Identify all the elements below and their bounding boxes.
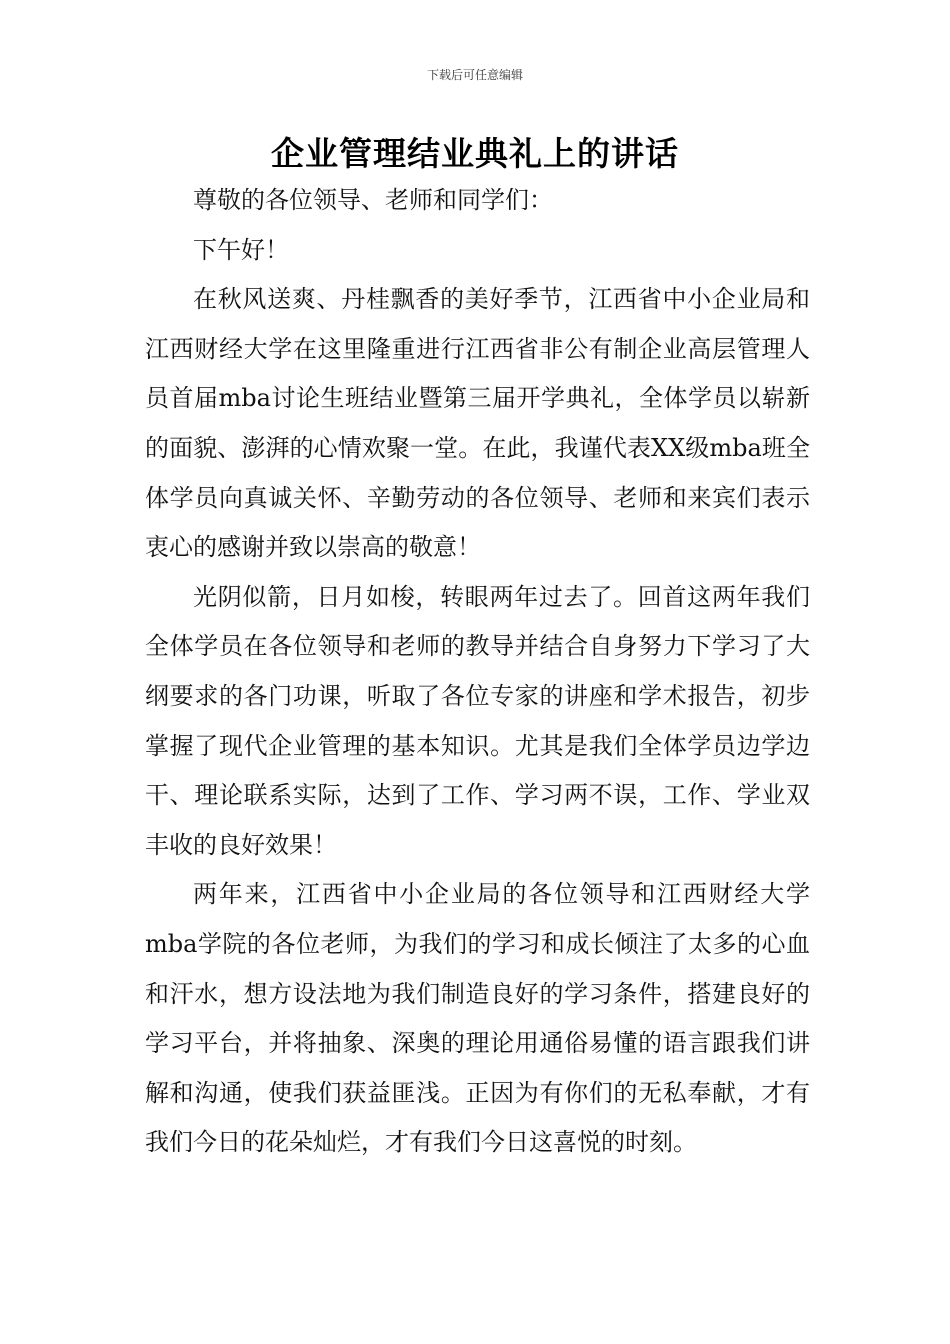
salutation-paragraph: 尊敬的各位领导、老师和同学们：: [193, 186, 553, 214]
greeting-paragraph: 下午好！: [193, 235, 289, 264]
header-note: 下载后可任意编辑: [426, 68, 523, 82]
document-title: 企业管理结业典礼上的讲话: [271, 134, 679, 173]
body-paragraph: 光阴似箭，日月如梭，转眼两年过去了。回首这两年我们全体学员在各位领导和老师的教导并结合自身努力下学习了大纲要求的各门功课，听取了各位专家的讲座和学术报告，初步掌握了现代企业管理的基本知识。尤其是我们全体学员边学边干、理论联系实际，达到了工作、学习两不误，工作、学业双丰收的良好效果！: [145, 582, 810, 859]
document-body: [145, 176, 810, 1168]
body-paragraph: 在秋风送爽、丹桂飘香的美好季节，江西省中小企业局和江西财经大学在这里隆重进行江西省非公有制企业高层管理人员首届mba讨论生班结业暨第三届开学典礼，全体学员以崭新的面貌、澎湃的心情欢聚一堂。在此，我谨代表XX级mba班全体学员向真诚关怀、辛勤劳动的各位领导、老师和来宾们表示衷心的感谢并致以崇高的敬意！: [145, 285, 810, 562]
body-paragraph: 两年来，江西省中小企业局的各位领导和江西财经大学mba学院的各位老师，为我们的学习和成长倾注了太多的心血和汗水，想方设法地为我们制造良好的学习条件，搭建良好的学习平台，并将抽象、深奥的理论用通俗易懂的语言跟我们讲解和沟通，使我们获益匪浅。正因为有你们的无私奉献，才有我们今日的花朵灿烂，才有我们今日这喜悦的时刻。: [145, 880, 810, 1157]
